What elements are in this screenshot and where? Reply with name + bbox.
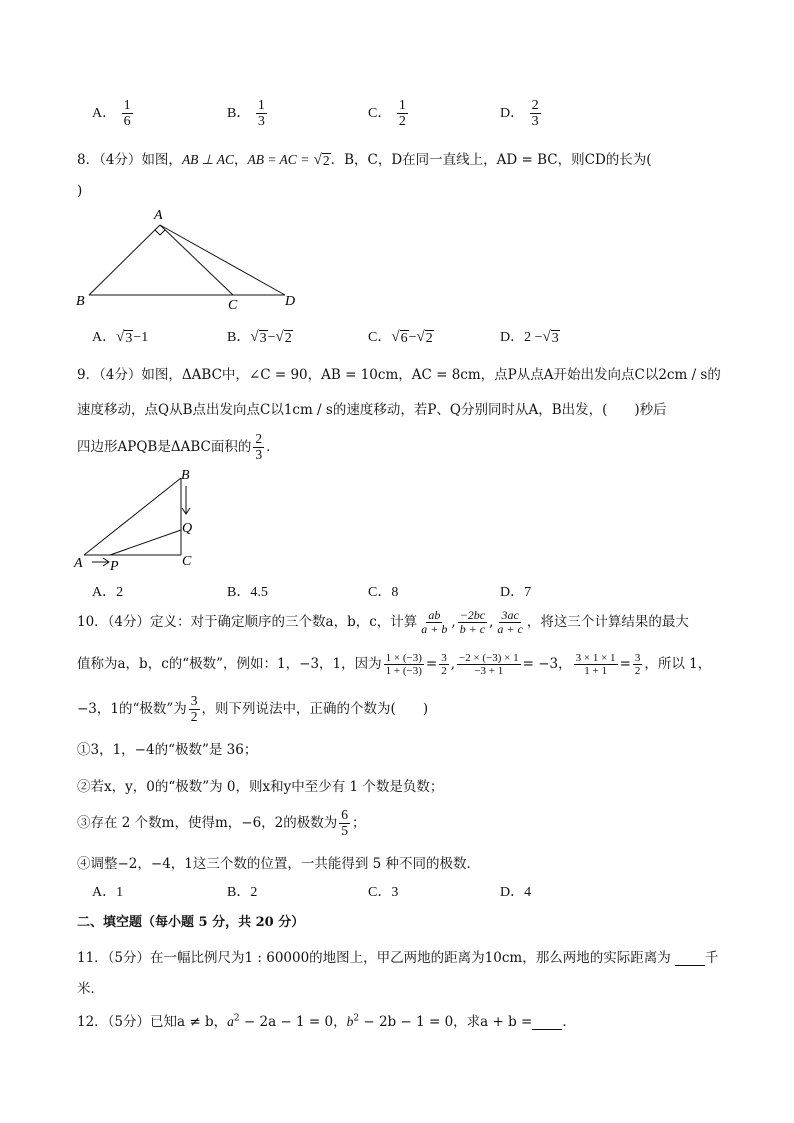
q9-stem-line3: 四边形APQB是ΔABC面积的 $\frac{2}{3}$ ． bbox=[77, 431, 280, 462]
q10-statement-3: ③存在 2 个数m，使得m，−6，2的极数为 $\frac{6}{5}$ ； bbox=[77, 807, 366, 838]
q7-option-d-fraction: $\frac{2}{3}$ bbox=[531, 98, 539, 130]
q8-stem-line2: ) bbox=[77, 183, 83, 199]
q9-seg-ab bbox=[84, 478, 181, 555]
q8-seg-ab bbox=[89, 225, 160, 295]
q9-option-b: B．4.5 bbox=[227, 585, 268, 600]
q8-label-d: D bbox=[285, 294, 296, 309]
q8-right-angle-mark bbox=[155, 230, 165, 235]
q10-statement-2: ②若x，y，0的“极数”为 0，则x和y中至少有 1 个数是负数； bbox=[77, 779, 444, 795]
q9-stem-line1: 9．（4分）如图，ΔABC中，∠C = 90，AB = 10cm，AC = 8cm，点P从点A开始出发向点C以2cm / s的 bbox=[77, 367, 721, 383]
q8-label-b: B bbox=[76, 294, 85, 309]
q10-option-c: C．3 bbox=[368, 885, 399, 900]
q12-stem: 12．（5分）已知a ≠ b，$a^2 - 2a - 1 = 0$，$b^2 - 2b - 1 = 0$，求a + b = ． bbox=[77, 1013, 576, 1030]
q11-stem-line2: 米． bbox=[77, 981, 104, 997]
q10-statement-4: ④调整−2，−4，1这三个数的位置，一共能得到 5 种不同的极数． bbox=[77, 856, 481, 872]
q8-triangle-figure bbox=[70, 205, 310, 315]
q7-option-b: B． $\frac{1}{3}$ bbox=[227, 98, 265, 130]
q8-option-b: B． √ 3 − √ 2 bbox=[227, 329, 292, 346]
q9-triangle-figure bbox=[72, 466, 212, 574]
q8-option-d: D．2 − √ 3 bbox=[500, 329, 559, 346]
q9-label-p: P bbox=[110, 559, 119, 574]
q9-option-a: A．2 bbox=[92, 585, 124, 600]
q10-option-d: D．4 bbox=[500, 885, 532, 900]
q9-fraction: $\frac{2}{3}$ bbox=[255, 431, 263, 462]
q9-label-a: A bbox=[74, 556, 83, 571]
q9-option-c: C．8 bbox=[368, 585, 399, 600]
q10-stem-line2: 值称为a，b，c的“极数”，例如：1，−3，1，因为 $\frac{1 \times (-3)}{1 + (-3)}$ = $\frac{3}{2}$ , $\frac{-2 \times (-3) \times 1}{-3 + 1}$ = −3， $\frac{3 \times 1 \times 1}{1 + 1}$ = $\frac{3}{2}$ ，所以 1， bbox=[77, 652, 712, 678]
q7-option-c-fraction: $\frac{1}{2}$ bbox=[398, 98, 406, 130]
section-heading: 二、填空题（每小题 5 分，共 20 分） bbox=[77, 915, 305, 930]
q9-stem-line2: 速度移动，点Q从B点出发向点C以1cm / s的速度移动，若P、Q分别同时从A，B出发，( )秒后 bbox=[77, 402, 667, 418]
q7-option-d: D． $\frac{2}{3}$ bbox=[500, 98, 539, 130]
q11-blank[interactable] bbox=[675, 951, 705, 966]
q9-label-q: Q bbox=[182, 521, 193, 536]
q11-stem-line1: 11．（5分）在一幅比例尺为1 : 60000的地图上，甲乙两地的距离为10cm，那么两地的实际距离为 千 bbox=[77, 950, 719, 966]
q7-option-a: A． $\frac{1}{6}$ bbox=[92, 98, 131, 130]
q10-statement-1: ①3，1，−4的“极数”是 36； bbox=[77, 742, 258, 758]
q8-label-c: C bbox=[228, 298, 238, 313]
q8-label-a: A bbox=[154, 208, 163, 223]
q9-label-b: B bbox=[181, 468, 190, 483]
q7-option-a-fraction: $\frac{1}{6}$ bbox=[123, 98, 131, 130]
q8-option-c: C． √ 6 − √ 2 bbox=[368, 329, 433, 346]
q8-option-a: A． √ 3 −1 bbox=[92, 329, 149, 346]
q9-seg-pq bbox=[110, 530, 181, 555]
q10-stem-line1: 10．（4分）定义：对于确定顺序的三个数a，b，c，计算 $\frac{ab}{a + b}$ , $\frac{-2bc}{b + c}$ , $\frac{3ac}{a + c}$ ，将这三个计算结果的最大 bbox=[77, 608, 689, 637]
q10-stem-line3: −3，1的“极数”为 $\frac{3}{2}$ ，则下列说法中，正确的个数为( ) bbox=[77, 693, 429, 724]
q8-sqrt: √ 2 bbox=[313, 152, 330, 168]
q12-blank[interactable] bbox=[532, 1015, 562, 1030]
q9-option-d: D．7 bbox=[500, 585, 532, 600]
q7-option-b-fraction: $\frac{1}{3}$ bbox=[257, 98, 265, 130]
q10-option-b: B．2 bbox=[227, 885, 258, 900]
q9-label-c: C bbox=[182, 554, 192, 569]
q8-stem-line1: 8．（4分）如图，AB ⊥ AC，AB = AC = √ 2 ．B，C，D在同一直线上，AD = BC，则CD的长为( bbox=[77, 152, 652, 168]
q10-option-a: A．1 bbox=[92, 885, 124, 900]
q7-option-c: C． $\frac{1}{2}$ bbox=[368, 98, 406, 130]
